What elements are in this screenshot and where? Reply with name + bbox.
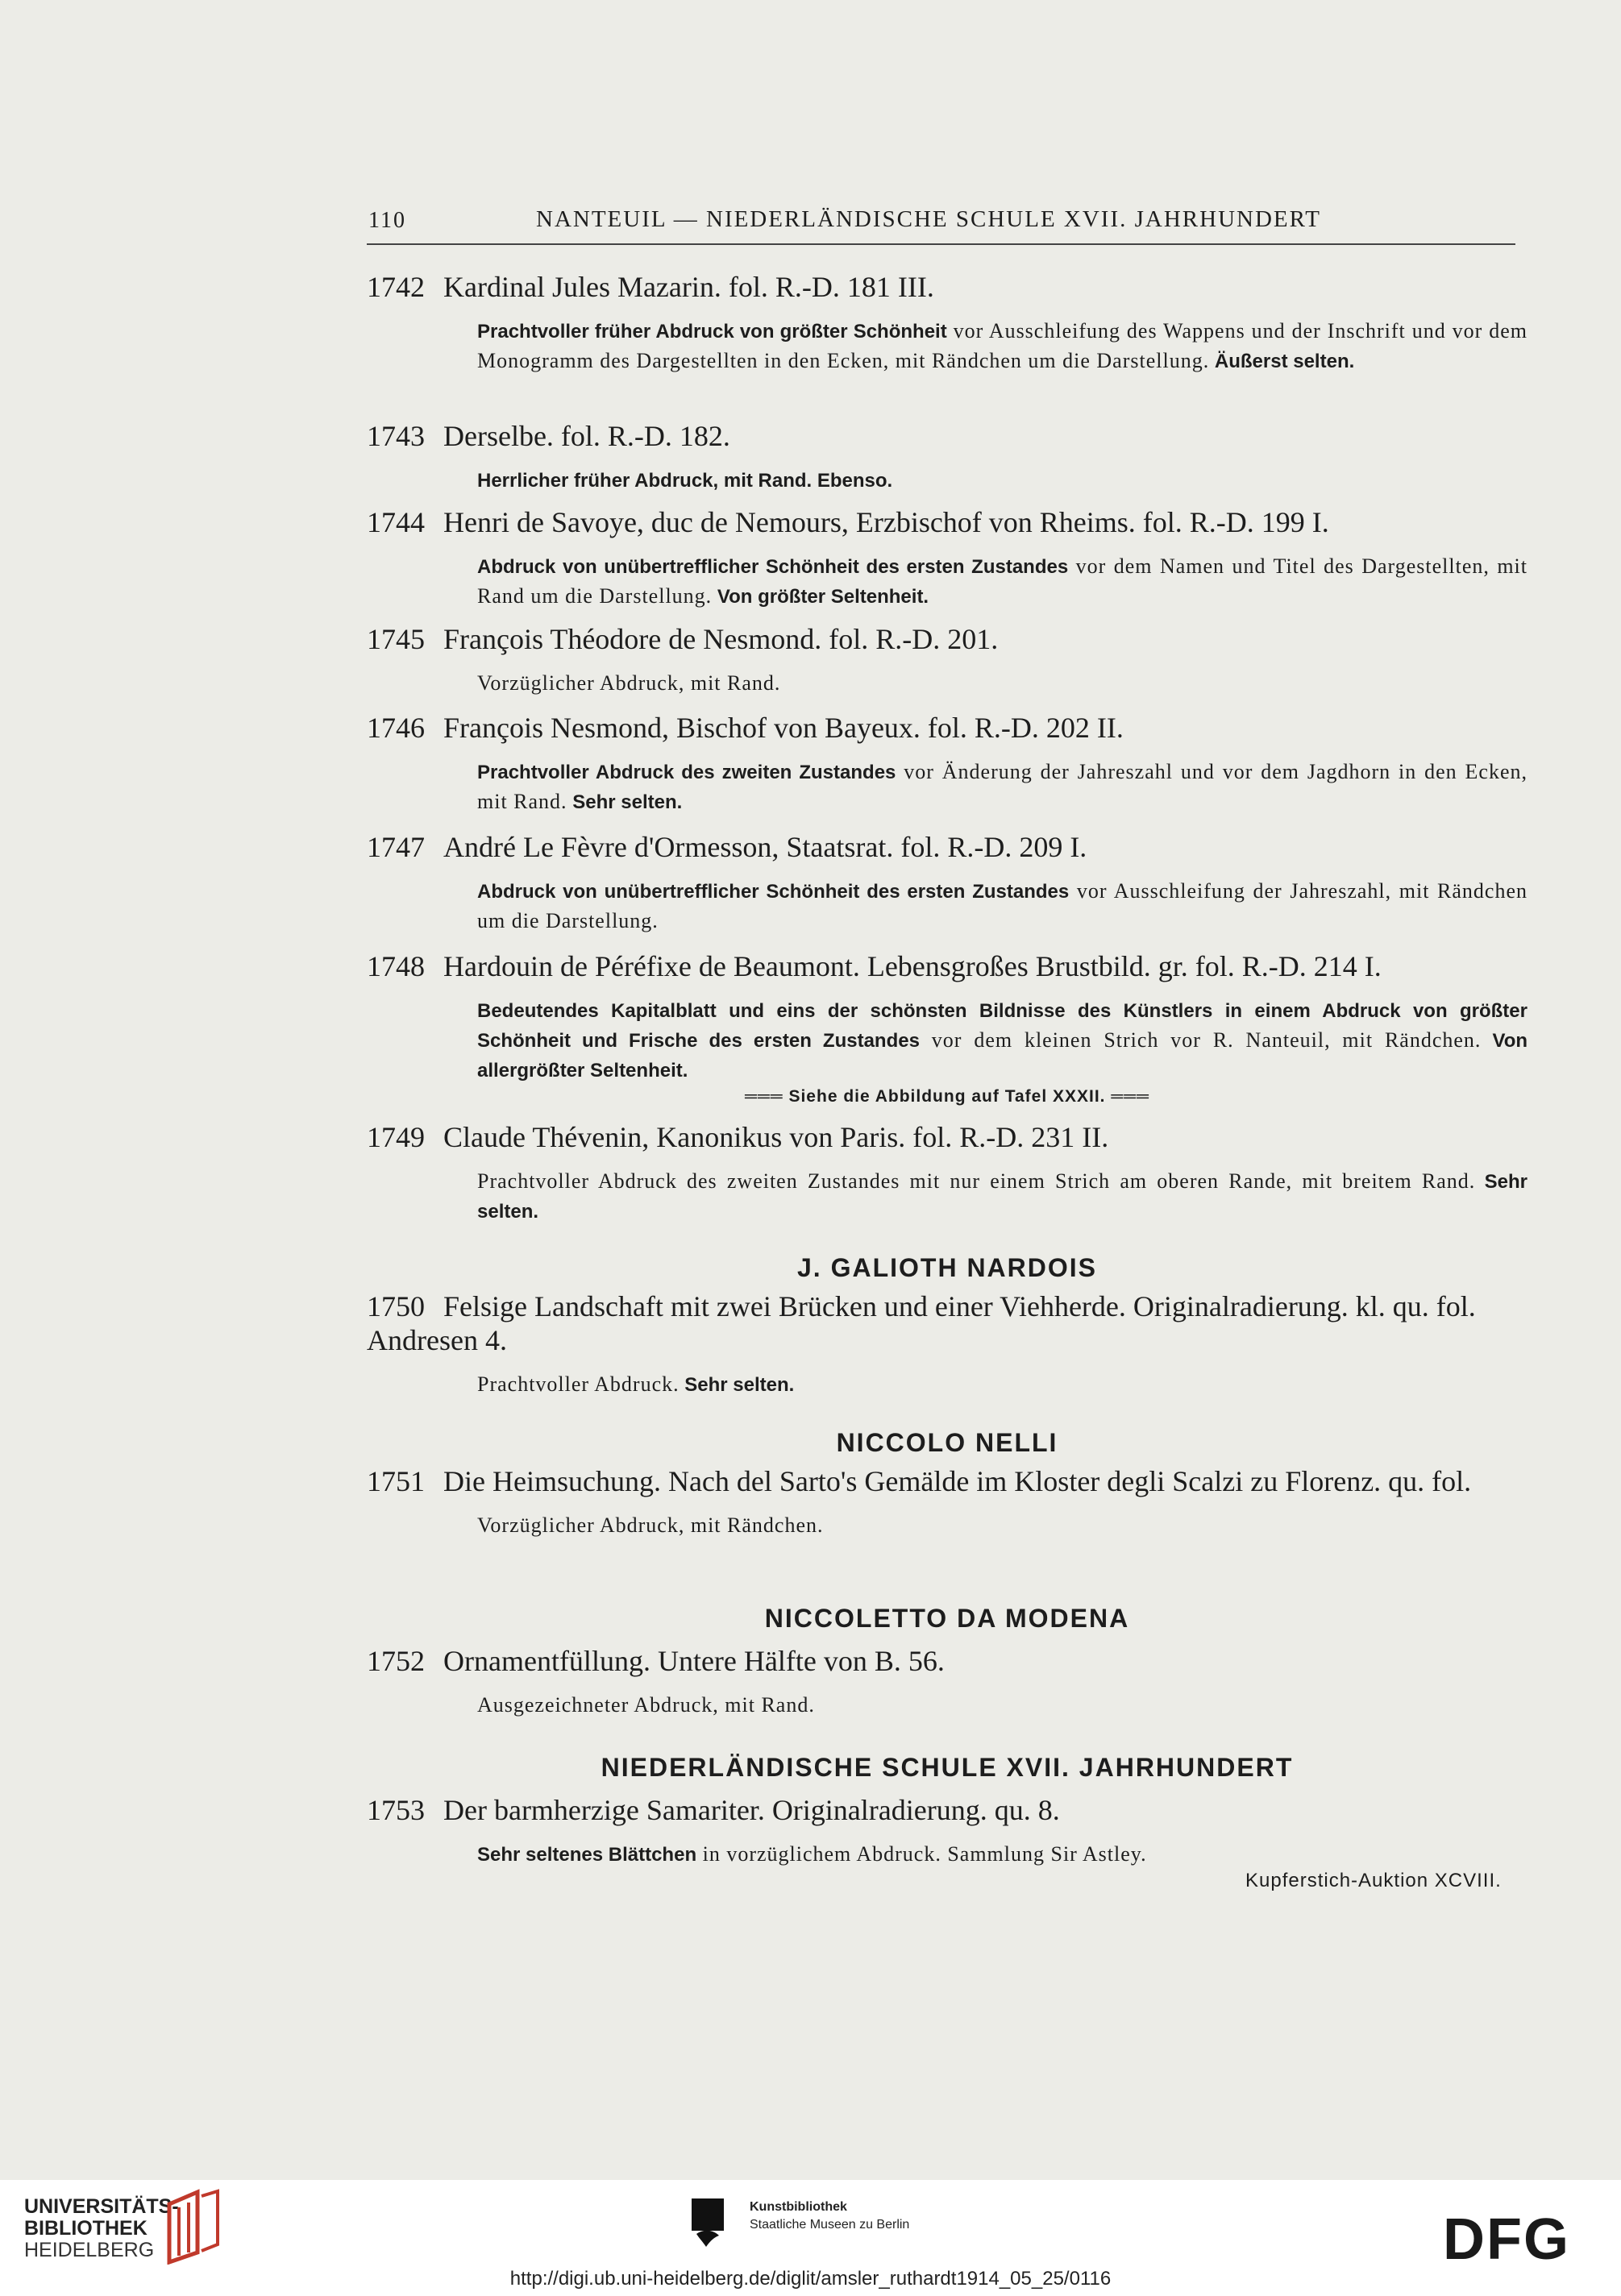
entry-description: Bedeutendes Kapitalblatt und eins der schönsten Bildnisse des Künstlers in einem Abdruck von größter Schönheit und Frische des ersten Zustandes vor dem kleinen Strich vor R. Nanteuil, mit Rändchen. Von allergrößter Seltenheit. <box>477 1000 1528 1082</box>
entry-description: Herrlicher früher Abdruck, mit Rand. Ebenso. <box>477 470 893 492</box>
entry-title: Claude Thévenin, Kanonikus von Paris. fol. R.-D. 231 II. <box>443 1121 1109 1153</box>
entry-title: Die Heimsuchung. Nach del Sarto's Gemälde im Kloster degli Scalzi zu Florenz. qu. fol. <box>443 1465 1472 1497</box>
entry-description: Vorzüglicher Abdruck, mit Rändchen. <box>477 1513 824 1537</box>
catalog-entry <box>367 1644 1527 1720</box>
kunstbibliothek-text: Kunstbibliothek Staatliche Museen zu Berlin <box>750 2200 910 2232</box>
lot-number: 1742 <box>367 271 425 303</box>
dfg-logo[interactable]: DFG <box>1443 2207 1570 2272</box>
entry-description: Abdruck von unübertrefflicher Schönheit des ersten Zustandes vor dem Namen und Titel des Dargestellten, mit Rand um die Darstellung. Von größter Seltenheit. <box>477 554 1527 608</box>
school-heading: NIEDERLÄNDISCHE SCHULE XVII. JAHRHUNDERT <box>601 1753 1294 1782</box>
entry-description: Prachtvoller Abdruck. Sehr selten. <box>477 1372 795 1396</box>
artist-heading: NICCOLETTO DA MODENA <box>764 1604 1130 1633</box>
lot-number: 1747 <box>367 831 425 863</box>
permalink-url[interactable]: http://digi.ub.uni-heidelberg.de/diglit/amsler_ruthardt1914_05_25/0116 <box>509 2268 1112 2290</box>
catalog-entry <box>367 622 1527 698</box>
lot-number: 1751 <box>367 1465 425 1497</box>
catalog-entry <box>367 711 1527 817</box>
entry-description: Sehr seltenes Blättchen in vorzüglichem Abdruck. Sammlung Sir Astley. <box>477 1842 1147 1866</box>
entry-description: Prachtvoller Abdruck des zweiten Zustandes vor Änderung der Jahreszahl und vor dem Jagdhorn in den Ecken, mit Rand. Sehr selten. <box>477 760 1527 813</box>
running-head: NANTEUIL — NIEDERLÄNDISCHE SCHULE XVII. JAHRHUNDERT <box>536 206 1321 232</box>
entry-title: François Nesmond, Bischof von Bayeux. fol. R.-D. 202 II. <box>443 712 1124 744</box>
entry-description: Prachtvoller Abdruck des zweiten Zustandes mit nur einem Strich am oberen Rande, mit breitem Rand. Sehr selten. <box>477 1169 1527 1223</box>
entry-title: Derselbe. fol. R.-D. 182. <box>443 420 730 452</box>
auction-footer-mark: Kupferstich-Auktion XCVIII. <box>1245 1870 1502 1891</box>
entry-description: Ausgezeichneter Abdruck, mit Rand. <box>477 1693 815 1717</box>
catalog-entry <box>367 1464 1527 1540</box>
catalog-entry <box>367 270 1527 376</box>
entry-description: Prachtvoller früher Abdruck von größter Schönheit vor Ausschleifung des Wappens und der Inschrift und vor dem Monogramm des Dargestellten in den Ecken, mit Rändchen um die Darstellung. Äußerst selten. <box>477 319 1527 372</box>
lot-number: 1752 <box>367 1645 425 1677</box>
entry-title: Der barmherzige Samariter. Originalradierung. qu. 8. <box>443 1794 1060 1826</box>
lot-number: 1744 <box>367 506 425 538</box>
catalog-entry <box>367 1120 1527 1227</box>
kunstbibliothek-logo-icon[interactable] <box>692 2198 742 2248</box>
catalog-entry <box>367 505 1527 612</box>
entry-title: François Théodore de Nesmond. fol. R.-D. 201. <box>443 623 999 655</box>
catalog-entry <box>367 1793 1527 1870</box>
entry-title: Felsige Landschaft mit zwei Brücken und einer Viehherde. Originalradierung. kl. qu. fol. Andresen 4. <box>367 1290 1476 1356</box>
catalog-entry <box>367 949 1527 1106</box>
lot-number: 1743 <box>367 420 425 452</box>
lot-number: 1748 <box>367 950 425 982</box>
entry-description: Abdruck von unübertrefflicher Schönheit des ersten Zustandes vor Ausschleifung der Jahreszahl, mit Rändchen um die Darstellung. <box>477 879 1527 932</box>
entry-title: Kardinal Jules Mazarin. fol. R.-D. 181 III. <box>443 271 934 303</box>
catalog-entry <box>367 419 1527 496</box>
page-number: 110 <box>368 208 406 233</box>
page-header <box>367 203 1515 245</box>
entry-title: Henri de Savoye, duc de Nemours, Erzbischof von Rheims. fol. R.-D. 199 I. <box>443 506 1329 538</box>
catalog-entry <box>367 830 1527 936</box>
lot-number: 1746 <box>367 712 425 744</box>
lot-number: 1745 <box>367 623 425 655</box>
ub-heidelberg-logo[interactable]: UNIVERSITÄTS- BIBLIOTHEK HEIDELBERG <box>24 2195 179 2261</box>
ub-heidelberg-emblem-icon <box>161 2188 226 2265</box>
entry-title: Hardouin de Péréfixe de Beaumont. Lebensgroßes Brustbild. gr. fol. R.-D. 214 I. <box>443 950 1382 982</box>
entry-title: Ornamentfüllung. Untere Hälfte von B. 56. <box>443 1645 945 1677</box>
entry-description: Vorzüglicher Abdruck, mit Rand. <box>477 671 781 695</box>
artist-heading: J. GALIOTH NARDOIS <box>796 1253 1097 1282</box>
lot-number: 1750 <box>367 1290 425 1322</box>
entry-title: André Le Fèvre d'Ormesson, Staatsrat. fol. R.-D. 209 I. <box>443 831 1087 863</box>
lot-number: 1753 <box>367 1794 425 1826</box>
artist-heading: NICCOLO NELLI <box>836 1428 1058 1457</box>
catalog-entry <box>367 1289 1527 1400</box>
plate-reference-note: ═══ Siehe die Abbildung auf Tafel XXXII. ═══ <box>745 1087 1149 1106</box>
lot-number: 1749 <box>367 1121 425 1153</box>
